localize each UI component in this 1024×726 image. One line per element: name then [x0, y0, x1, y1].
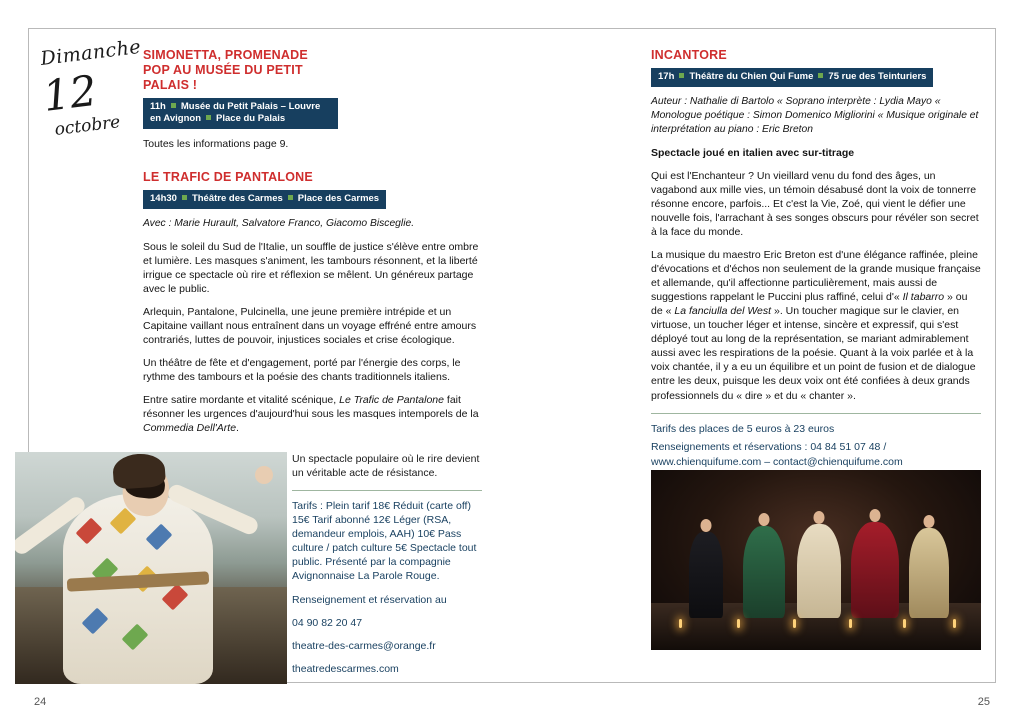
event-title: INCANTORE [651, 48, 727, 62]
harlequin-performer-photo [15, 452, 287, 684]
event-contact-label: Renseignement et réservation au [292, 593, 447, 606]
costume-diamond [122, 624, 149, 651]
separator-square-icon [206, 115, 211, 120]
date-block [39, 35, 143, 140]
text-before: Entre satire mordante et vitalité scénique, [143, 394, 340, 407]
event-web[interactable]: www.chienquifume.com – contact@chienquifume.com [651, 456, 903, 469]
event-title: LE TRAFIC DE PANTALONE [143, 170, 313, 184]
rule-top [28, 28, 996, 29]
event-time: 11h [150, 101, 166, 112]
event-paragraph: Sous le soleil du Sud de l'Italie, un souffle de justice s'élève entre ombre et lumière. Les masques s'animent, les tambours résonnent, et la liberté irrigue ce spectacle où rire et réflexion se mêlent. Un généreux partage avec le public. [143, 240, 479, 295]
performer-costume [689, 532, 723, 618]
genre-italic: Commedia Dell'Arte [143, 422, 237, 435]
separator-square-icon [171, 103, 176, 108]
opera-title-italic: La fanciulla del West [674, 305, 772, 318]
performer-figure [851, 522, 899, 618]
event-credits: Avec : Marie Hurault, Salvatore Franco, Giacomo Bisceglie. [143, 217, 415, 229]
text-middle: fait résonner les urgences d'aujourd'hui sous les masques intemporels de la [143, 394, 479, 421]
performer-figure [909, 528, 949, 618]
separator-square-icon [818, 73, 823, 78]
performer-figure [797, 524, 841, 618]
performer-costume [909, 528, 949, 618]
show-title-italic: Le Trafic de Pantalone [339, 394, 444, 407]
event-tail-column [292, 452, 482, 685]
text-part-1: La musique du maestro Eric Breton est d'une élégance raffinée, pleine d'évocations et d'échos non seulement de la grande musique française et allemande, qu'il affectionne particulièrement, mais aussi de suggestions rappelant le Puccini plus raffiné, celui d'« [651, 248, 981, 304]
event-venue: Théâtre des Carmes [191, 193, 283, 204]
performer-figure [689, 532, 723, 618]
event-venue: Musée du Petit Palais – Louvre en Avignon [150, 101, 321, 124]
date-number: 12 [40, 65, 100, 121]
performer-hand-right [255, 466, 273, 484]
stage-candle-icon [953, 619, 956, 628]
event-paragraph: Un théâtre de fête et d'engagement, porté par l'énergie des corps, le rythme des tambours et la poésie des chants traditionnels italiens. [143, 357, 461, 384]
performer-costume [797, 524, 841, 618]
event-simonetta [143, 48, 338, 160]
opera-curtain-call-photo [651, 470, 981, 650]
event-body: Toutes les informations page 9. [143, 137, 289, 150]
event-place: 75 rue des Teinturiers [828, 71, 927, 82]
event-contact[interactable]: Renseignements et réservations : 04 84 51 07 48 / [651, 440, 887, 453]
event-language-note: Spectacle joué en italien avec sur-titrage [651, 146, 855, 159]
event-venue: Théâtre du Chien Qui Fume [689, 71, 814, 82]
event-schedule-bar [143, 98, 338, 129]
event-incantore [651, 48, 981, 470]
separator-square-icon [288, 195, 293, 200]
stage-candle-icon [679, 619, 682, 628]
gutter-line-right [995, 28, 996, 683]
performer-head [759, 513, 770, 526]
event-paragraph-italic-mix [143, 393, 483, 435]
event-time: 17h [658, 71, 675, 82]
stage-candle-icon [737, 619, 740, 628]
text-after: . [236, 422, 239, 435]
divider [651, 413, 981, 414]
event-schedule-bar [143, 190, 386, 209]
performer-head [870, 509, 881, 522]
event-credits: Auteur : Nathalie di Bartolo « Soprano interprète : Lydia Mayo « Monologue poétique : Simon Domenico Migliorini « Musique originale et interprétation au piano : Eric Breton [651, 95, 979, 135]
stage-candle-icon [849, 619, 852, 628]
performer-head [701, 519, 712, 532]
performer-head [924, 515, 935, 528]
text-part-2: » ou de « [651, 291, 968, 318]
event-tariffs: Tarifs : Plein tarif 18€ Réduit (carte off) 15€ Tarif abonné 12€ Léger (RSA, demandeur emplois, AAH) 10€ Pass culture / patch culture 5€ Spectacle tout public. Présenté par la compagnie Avignonnaise La Parole Rouge. [292, 500, 477, 583]
event-paragraph: Qui est l'Enchanteur ? Un vieillard venu du fond des âges, un vagabond aux mille vies, un témoin désabusé dont la voix de tonnerre résonne encore, parfois... Et c'est la Vie, Zoé, qui vient le défier une nouvelle fois, l'arrachant à ses songes obscurs pour révéler son secret à la face du monde. [651, 169, 979, 238]
opera-title-italic: Il tabarro [902, 291, 945, 304]
text-part-3: ». Un toucher magique sur le clavier, en virtuose, un toucher léger et intense, sincère et expressif, qui s'est déployé tout au long de la représentation, se mariant admirablement aussi avec les respirations de la poésie. Quant à la voix parlée et à la voix chantée, il y a eu un équilibre et un point de fusion et de dialogue entre les deux, puisque les deux voix ont été confiées à deux grands professionnels du « dire » et du « chanter ». [651, 305, 976, 402]
page-number-left: 24 [34, 696, 47, 708]
stage-candle-icon [903, 619, 906, 628]
performer-costume [743, 526, 785, 618]
event-trafic-de-pantalone [143, 170, 483, 445]
event-place: Place du Palais [216, 112, 286, 124]
event-tariffs: Tarifs des places de 5 euros à 23 euros [651, 422, 835, 435]
event-website[interactable]: theatredescarmes.com [292, 662, 399, 675]
performer-costume [851, 522, 899, 618]
performer-figure [743, 526, 785, 618]
page-number-right: 25 [977, 696, 990, 708]
event-title: SIMONETTA, PROMENADE POP AU MUSÉE DU PETIT PALAIS ! [143, 48, 308, 92]
date-day: Dimanche [39, 35, 143, 70]
event-time: 14h30 [150, 193, 177, 204]
event-phone[interactable]: 04 90 82 20 47 [292, 616, 363, 629]
costume-diamond [162, 584, 189, 611]
costume-diamond [76, 518, 103, 545]
costume-diamond [82, 608, 109, 635]
performer-head [814, 511, 825, 524]
stage-candle-icon [793, 619, 796, 628]
date-month: octobre [53, 112, 122, 140]
separator-square-icon [679, 73, 684, 78]
separator-square-icon [182, 195, 187, 200]
event-tail-paragraph: Un spectacle populaire où le rire devient un véritable acte de résistance. [292, 453, 480, 480]
event-schedule-bar [651, 68, 933, 87]
event-email[interactable]: theatre-des-carmes@orange.fr [292, 639, 436, 652]
divider [292, 490, 482, 491]
event-paragraph-with-italics [651, 248, 981, 403]
costume-diamond [146, 524, 173, 551]
event-place: Place des Carmes [297, 193, 380, 204]
event-paragraph: Arlequin, Pantalone, Pulcinella, une jeune première intrépide et un Capitaine vaillant nous entraînent dans un voyage effréné entre amours contrariés, luttes de pouvoir, injustices sociales et crise écologique. [143, 306, 477, 347]
